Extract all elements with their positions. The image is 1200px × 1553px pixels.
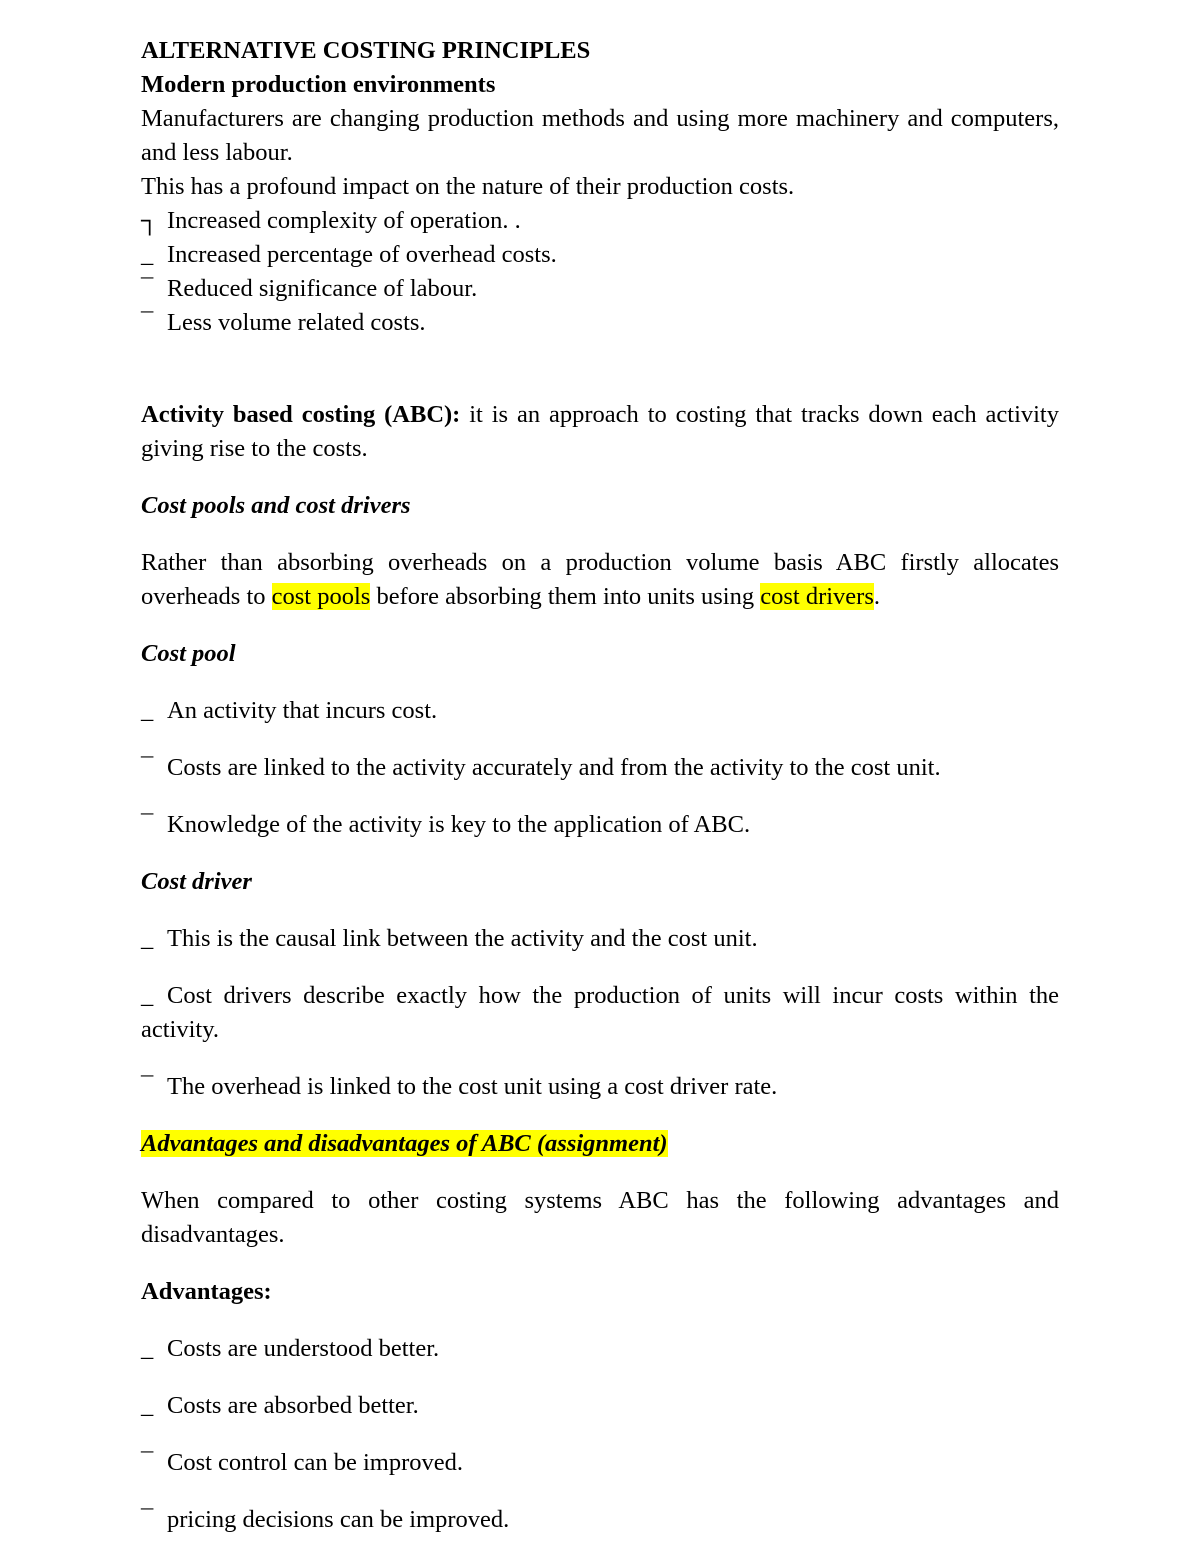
- highlight-cost-drivers: cost drivers: [760, 583, 874, 610]
- list-item: [141, 808, 1059, 842]
- highlight-cost-pools: cost pools: [271, 583, 371, 610]
- abc-definition: [141, 398, 1059, 466]
- document-title: ALTERNATIVE COSTING PRINCIPLES: [141, 37, 591, 64]
- heading-cost-pool: Cost pool: [141, 640, 236, 667]
- list-item-text: Knowledge of the activity is key to the application of ABC.: [167, 811, 751, 838]
- bullet-marker: _: [141, 241, 154, 268]
- bullet-marker: _: [141, 1335, 154, 1362]
- bullet-marker: ¯: [141, 1449, 154, 1476]
- list-item-text: Costs are linked to the activity accurately and from the activity to the cost unit.: [167, 754, 941, 781]
- bullet-marker: _: [141, 1392, 154, 1419]
- bullet-marker: ¯: [141, 811, 154, 838]
- list-item: [141, 306, 1059, 340]
- highlight-adv-disadv: Advantages and disadvantages of ABC (assignment): [141, 1130, 668, 1157]
- list-item-text: Increased percentage of overhead costs.: [167, 241, 557, 268]
- paragraph-impact: This has a profound impact on the nature of their production costs.: [141, 173, 795, 200]
- heading-advantages-disadvantages: [141, 1127, 1059, 1161]
- list-item-text: Costs are absorbed better.: [167, 1392, 419, 1419]
- list-item: [141, 1332, 1059, 1366]
- list-item: [141, 751, 1059, 785]
- list-item: [141, 1389, 1059, 1423]
- abc-definition-text: it is an approach to costing that tracks down each activity giving rise to the costs.: [141, 401, 1059, 462]
- list-item: [141, 1446, 1059, 1480]
- bullet-marker: ¯: [141, 1073, 154, 1100]
- list-item: [141, 1503, 1059, 1537]
- bullet-marker: ┐: [141, 207, 159, 234]
- pools-drivers-text-a: Rather than absorbing overheads on a production volume basis ABC firstly allocates overheads to: [141, 549, 1059, 610]
- heading-cost-pools-drivers: Cost pools and cost drivers: [141, 492, 411, 519]
- list-item-text: Costs are understood better.: [167, 1335, 440, 1362]
- list-item: [141, 979, 1059, 1047]
- abc-term: Activity based costing (ABC):: [141, 401, 461, 428]
- paragraph-pools-drivers: [141, 546, 1059, 614]
- list-item-text: Cost control can be improved.: [167, 1449, 463, 1476]
- bullet-marker: _: [141, 697, 154, 724]
- list-item: [141, 922, 1059, 956]
- bullet-marker: ¯: [141, 309, 154, 336]
- modern-production-list: [141, 204, 1059, 340]
- bullet-marker: ¯: [141, 275, 154, 302]
- bullet-marker: _: [141, 982, 154, 1009]
- heading-advantages: Advantages:: [141, 1278, 272, 1305]
- paragraph-manufacturers: Manufacturers are changing production methods and using more machinery and computers, and less labour.: [141, 105, 1059, 166]
- list-item-text: Cost drivers describe exactly how the production of units will incur costs within the activity.: [141, 982, 1059, 1043]
- bullet-marker: _: [141, 925, 154, 952]
- list-item-text: The overhead is linked to the cost unit using a cost driver rate.: [167, 1073, 778, 1100]
- list-item: [141, 204, 1059, 238]
- section-heading-modern-production: Modern production environments: [141, 71, 496, 98]
- list-item-text: Reduced significance of labour.: [167, 275, 478, 302]
- list-item: [141, 1070, 1059, 1104]
- list-item-text: An activity that incurs cost.: [167, 697, 438, 724]
- bullet-marker: ¯: [141, 1506, 154, 1533]
- list-item: [141, 238, 1059, 272]
- list-item-text: Increased complexity of operation. .: [167, 207, 521, 234]
- list-item-text: pricing decisions can be improved.: [167, 1506, 510, 1533]
- bullet-marker: ¯: [141, 754, 154, 781]
- list-item: [141, 694, 1059, 728]
- pools-drivers-text-c: .: [873, 583, 880, 610]
- pools-drivers-text-b: before absorbing them into units using: [370, 583, 761, 610]
- document-page: [141, 34, 1059, 1537]
- paragraph-comparison: When compared to other costing systems ABC has the following advantages and disadvantages.: [141, 1187, 1059, 1248]
- list-item-text: This is the causal link between the activity and the cost unit.: [167, 925, 758, 952]
- list-item-text: Less volume related costs.: [167, 309, 426, 336]
- heading-cost-driver: Cost driver: [141, 868, 252, 895]
- list-item: [141, 272, 1059, 306]
